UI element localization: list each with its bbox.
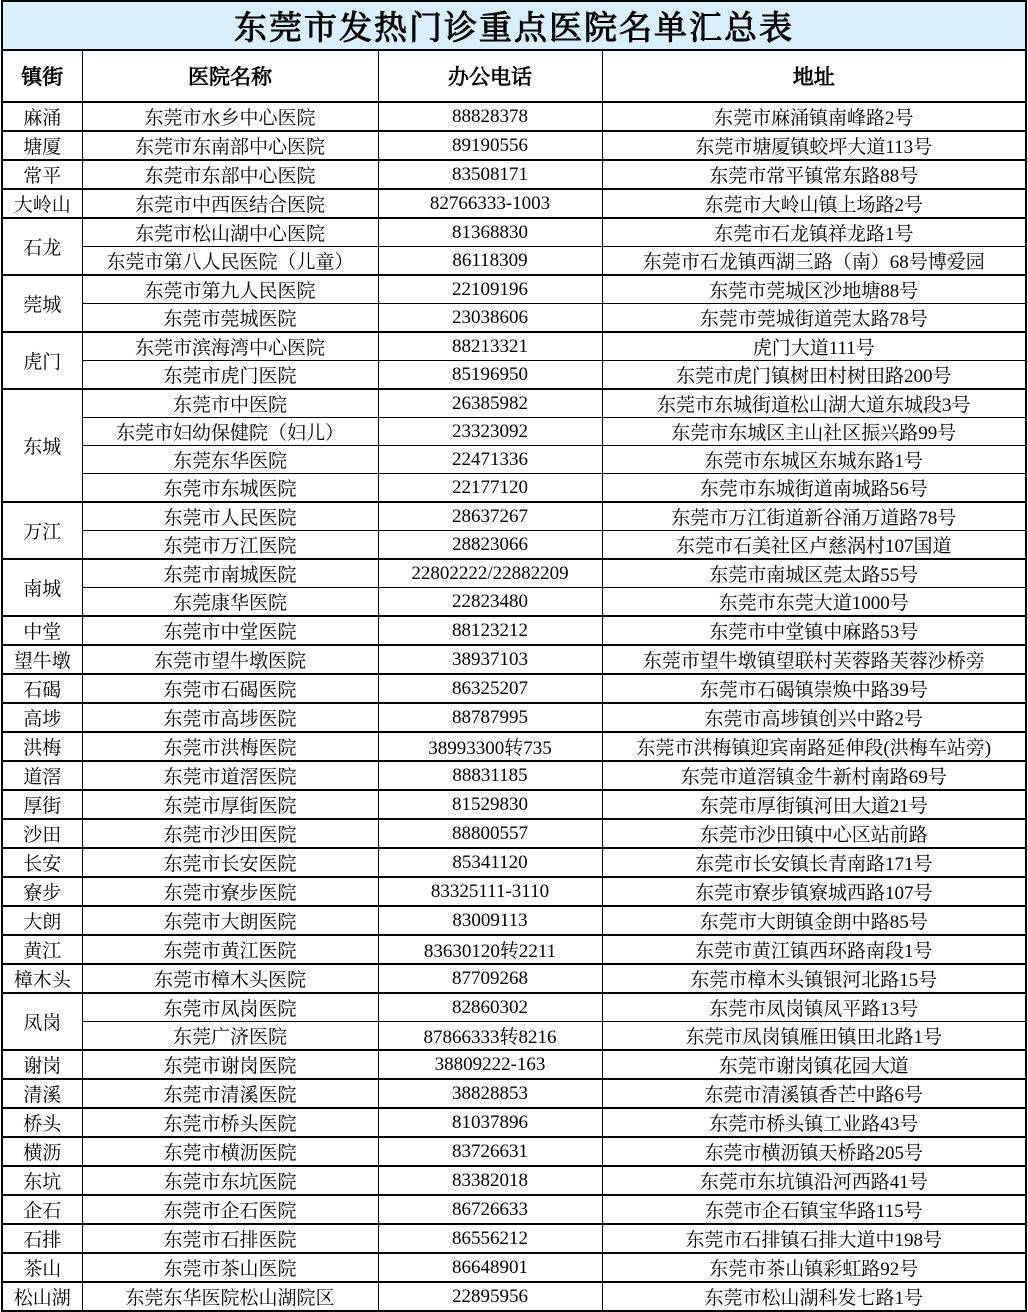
table-body [2,102,1026,1311]
hospital-name-cell: 东莞市东坑医院 [82,1166,378,1195]
address-cell: 东莞市凤岗镇凤平路13号 [602,993,1026,1022]
hospital-name-cell: 东莞市厚街医院 [82,790,378,819]
column-header-row [2,50,1026,102]
table-row [2,559,1026,588]
title-row [2,1,1026,50]
phone-cell: 22177120 [378,474,602,503]
phone-cell: 85196950 [378,361,602,390]
column-header-phone: 办公电话 [378,50,602,102]
phone-cell: 83382018 [378,1166,602,1195]
town-cell: 虎门 [2,332,82,389]
address-cell: 东莞市大朗镇金朗中路85号 [602,906,1026,935]
town-cell: 长安 [2,848,82,877]
table-row [2,1137,1026,1166]
table-row [2,993,1026,1022]
table-row [2,1050,1026,1079]
address-cell: 东莞市沙田镇中心区站前路 [602,819,1026,848]
town-cell: 石龙 [2,218,82,275]
hospital-name-cell: 东莞市大朗医院 [82,906,378,935]
address-cell: 东莞市东城街道松山湖大道东城段3号 [602,389,1026,418]
hospital-name-cell: 东莞市南城医院 [82,559,378,588]
town-cell: 凤岗 [2,993,82,1050]
table-row [2,616,1026,645]
town-cell: 洪梅 [2,732,82,761]
phone-cell: 82860302 [378,993,602,1022]
address-cell: 东莞市莞城街道莞太路78号 [602,304,1026,333]
town-cell: 东坑 [2,1166,82,1195]
hospital-name-cell: 东莞市谢岗医院 [82,1050,378,1079]
phone-cell: 38937103 [378,645,602,674]
address-cell: 东莞市常平镇常东路88号 [602,160,1026,189]
address-cell: 东莞市横沥镇天桥路205号 [602,1137,1026,1166]
hospital-name-cell: 东莞康华医院 [82,588,378,617]
phone-cell: 86118309 [378,247,602,276]
town-cell: 横沥 [2,1137,82,1166]
address-cell: 东莞市清溪镇香芒中路6号 [602,1079,1026,1108]
address-cell: 东莞市樟木头镇银河北路15号 [602,964,1026,993]
phone-cell: 87709268 [378,964,602,993]
table-row [2,474,1026,503]
phone-cell: 83325111-3110 [378,877,602,906]
address-cell: 东莞市谢岗镇花园大道 [602,1050,1026,1079]
address-cell: 东莞市石碣镇崇焕中路39号 [602,674,1026,703]
address-cell: 东莞市万江街道新谷涌万道路78号 [602,502,1026,531]
table-row [2,218,1026,247]
address-cell: 东莞市黄江镇西环路南段1号 [602,935,1026,964]
hospital-name-cell: 东莞市高埗医院 [82,703,378,732]
address-cell: 东莞市长安镇长青南路171号 [602,848,1026,877]
table-row [2,1022,1026,1051]
phone-cell: 83630120转2211 [378,935,602,964]
table-row [2,102,1026,131]
town-cell: 石碣 [2,674,82,703]
town-cell: 大岭山 [2,189,82,218]
phone-cell: 89190556 [378,131,602,160]
town-cell: 寮步 [2,877,82,906]
town-cell: 茶山 [2,1253,82,1282]
address-cell: 东莞市桥头镇工业路43号 [602,1108,1026,1137]
hospital-name-cell: 东莞市松山湖中心医院 [82,218,378,247]
hospital-name-cell: 东莞市清溪医院 [82,1079,378,1108]
town-cell: 塘厦 [2,131,82,160]
table-row [2,906,1026,935]
phone-cell: 38809222-163 [378,1050,602,1079]
town-cell: 莞城 [2,275,82,332]
address-cell: 东莞市凤岗镇雁田镇田北路1号 [602,1022,1026,1051]
hospital-name-cell: 东莞市凤岗医院 [82,993,378,1022]
phone-cell: 82766333-1003 [378,189,602,218]
table-row [2,389,1026,418]
address-cell: 东莞市虎门镇树田村树田路200号 [602,361,1026,390]
table-row [2,361,1026,390]
phone-cell: 22109196 [378,275,602,304]
phone-cell: 85341120 [378,848,602,877]
phone-cell: 88213321 [378,332,602,361]
hospital-name-cell: 东莞市莞城医院 [82,304,378,333]
table-row [2,790,1026,819]
address-cell: 东莞市麻涌镇南峰路2号 [602,102,1026,131]
phone-cell: 23323092 [378,418,602,446]
town-cell: 大朗 [2,906,82,935]
phone-cell: 86648901 [378,1253,602,1282]
phone-cell: 88123212 [378,616,602,645]
table-row [2,1224,1026,1253]
table-row [2,418,1026,446]
table-row [2,131,1026,160]
table-row [2,877,1026,906]
town-cell: 厚街 [2,790,82,819]
hospital-name-cell: 东莞东华医院 [82,446,378,474]
hospital-name-cell: 东莞市寮步医院 [82,877,378,906]
table-row [2,1166,1026,1195]
table-row [2,1282,1026,1311]
town-cell: 谢岗 [2,1050,82,1079]
phone-cell: 88828378 [378,102,602,131]
hospital-name-cell: 东莞市洪梅医院 [82,732,378,761]
column-header-town: 镇街 [2,50,82,102]
phone-cell: 83508171 [378,160,602,189]
phone-cell: 83726631 [378,1137,602,1166]
address-cell: 东莞市高埗镇创兴中路2号 [602,703,1026,732]
address-cell: 东莞市东城区主山社区振兴路99号 [602,418,1026,446]
table-row [2,531,1026,560]
phone-cell: 83009113 [378,906,602,935]
phone-cell: 81037896 [378,1108,602,1137]
hospital-name-cell: 东莞市长安医院 [82,848,378,877]
phone-cell: 88831185 [378,761,602,790]
column-header-hospital-name: 医院名称 [82,50,378,102]
town-cell: 高埗 [2,703,82,732]
address-cell: 东莞市塘厦镇蛟坪大道113号 [602,131,1026,160]
address-cell: 东莞市松山湖科发七路1号 [602,1282,1026,1311]
table-row [2,1195,1026,1224]
table-row [2,588,1026,617]
hospital-name-cell: 东莞市望牛墩医院 [82,645,378,674]
town-cell: 沙田 [2,819,82,848]
hospital-name-cell: 东莞市人民医院 [82,502,378,531]
phone-cell: 88787995 [378,703,602,732]
table-row [2,446,1026,474]
column-header-address: 地址 [602,50,1026,102]
town-cell: 黄江 [2,935,82,964]
address-cell: 东莞市莞城区沙地塘88号 [602,275,1026,304]
hospital-name-cell: 东莞市中堂医院 [82,616,378,645]
address-cell: 东莞市东坑镇沿河西路41号 [602,1166,1026,1195]
table-row [2,160,1026,189]
address-cell: 东莞市石龙镇祥龙路1号 [602,218,1026,247]
town-cell: 东城 [2,389,82,502]
table-row [2,1108,1026,1137]
table-row [2,703,1026,732]
page-title: 东莞市发热门诊重点医院名单汇总表 [2,1,1026,50]
town-cell: 万江 [2,502,82,559]
table-row [2,502,1026,531]
hospital-name-cell: 东莞市万江医院 [82,531,378,560]
phone-cell: 87866333转8216 [378,1022,602,1051]
hospital-name-cell: 东莞市黄江医院 [82,935,378,964]
town-cell: 松山湖 [2,1282,82,1311]
table-row [2,189,1026,218]
phone-cell: 23038606 [378,304,602,333]
table-row [2,964,1026,993]
hospital-name-cell: 东莞市中西医结合医院 [82,189,378,218]
address-cell: 东莞市茶山镇彩虹路92号 [602,1253,1026,1282]
hospital-name-cell: 东莞市道滘医院 [82,761,378,790]
table-row [2,848,1026,877]
address-cell: 东莞市道滘镇金牛新村南路69号 [602,761,1026,790]
phone-cell: 81368830 [378,218,602,247]
address-cell: 东莞市大岭山镇上场路2号 [602,189,1026,218]
address-cell: 东莞市石美社区卢慈涡村107国道 [602,531,1026,560]
town-cell: 南城 [2,559,82,616]
table-row [2,247,1026,276]
phone-cell: 81529830 [378,790,602,819]
hospital-name-cell: 东莞市虎门医院 [82,361,378,390]
town-cell: 麻涌 [2,102,82,131]
hospital-name-cell: 东莞市滨海湾中心医院 [82,332,378,361]
phone-cell: 86556212 [378,1224,602,1253]
table-row [2,761,1026,790]
phone-cell: 22802222/22882209 [378,559,602,588]
phone-cell: 22471336 [378,446,602,474]
hospital-name-cell: 东莞广济医院 [82,1022,378,1051]
address-cell: 东莞市东城区东城东路1号 [602,446,1026,474]
town-cell: 中堂 [2,616,82,645]
table-row [2,674,1026,703]
hospital-name-cell: 东莞市石碣医院 [82,674,378,703]
address-cell: 东莞市厚街镇河田大道21号 [602,790,1026,819]
town-cell: 清溪 [2,1079,82,1108]
phone-cell: 86726633 [378,1195,602,1224]
address-cell: 东莞市东城街道南城路56号 [602,474,1026,503]
hospital-name-cell: 东莞市第九人民医院 [82,275,378,304]
hospital-name-cell: 东莞市石排医院 [82,1224,378,1253]
phone-cell: 88800557 [378,819,602,848]
phone-cell: 22823480 [378,588,602,617]
hospital-name-cell: 东莞市东部中心医院 [82,160,378,189]
address-cell: 东莞市中堂镇中麻路53号 [602,616,1026,645]
phone-cell: 26385982 [378,389,602,418]
phone-cell: 28637267 [378,502,602,531]
hospital-name-cell: 东莞市企石医院 [82,1195,378,1224]
hospital-name-cell: 东莞市茶山医院 [82,1253,378,1282]
table-row [2,732,1026,761]
hospital-name-cell: 东莞市沙田医院 [82,819,378,848]
hospital-name-cell: 东莞市东城医院 [82,474,378,503]
town-cell: 樟木头 [2,964,82,993]
address-cell: 虎门大道111号 [602,332,1026,361]
hospital-name-cell: 东莞市中医院 [82,389,378,418]
hospital-name-cell: 东莞市横沥医院 [82,1137,378,1166]
hospital-name-cell: 东莞市桥头医院 [82,1108,378,1137]
phone-cell: 86325207 [378,674,602,703]
address-cell: 东莞市寮步镇寮城西路107号 [602,877,1026,906]
town-cell: 常平 [2,160,82,189]
town-cell: 桥头 [2,1108,82,1137]
table-row [2,645,1026,674]
table-row [2,275,1026,304]
table-row [2,819,1026,848]
phone-cell: 28823066 [378,531,602,560]
town-cell: 石排 [2,1224,82,1253]
table-row [2,935,1026,964]
table-row [2,1253,1026,1282]
table-row [2,304,1026,333]
table-row [2,332,1026,361]
address-cell: 东莞市企石镇宝华路115号 [602,1195,1026,1224]
town-cell: 道滘 [2,761,82,790]
hospital-name-cell: 东莞市樟木头医院 [82,964,378,993]
hospital-name-cell: 东莞市东南部中心医院 [82,131,378,160]
table-row [2,1079,1026,1108]
town-cell: 企石 [2,1195,82,1224]
hospital-name-cell: 东莞市妇幼保健院（妇儿） [82,418,378,446]
phone-cell: 38993300转735 [378,732,602,761]
hospital-table [1,0,1027,1312]
phone-cell: 22895956 [378,1282,602,1311]
address-cell: 东莞市南城区莞太路55号 [602,559,1026,588]
town-cell: 望牛墩 [2,645,82,674]
phone-cell: 38828853 [378,1079,602,1108]
hospital-name-cell: 东莞市水乡中心医院 [82,102,378,131]
address-cell: 东莞市望牛墩镇望联村芙蓉路芙蓉沙桥旁 [602,645,1026,674]
address-cell: 东莞市东莞大道1000号 [602,588,1026,617]
hospital-name-cell: 东莞东华医院松山湖院区 [82,1282,378,1311]
address-cell: 东莞市石龙镇西湖三路（南）68号博爱园 [602,247,1026,276]
address-cell: 东莞市石排镇石排大道中198号 [602,1224,1026,1253]
hospital-name-cell: 东莞市第八人民医院（儿童） [82,247,378,276]
address-cell: 东莞市洪梅镇迎宾南路延伸段(洪梅车站旁) [602,732,1026,761]
